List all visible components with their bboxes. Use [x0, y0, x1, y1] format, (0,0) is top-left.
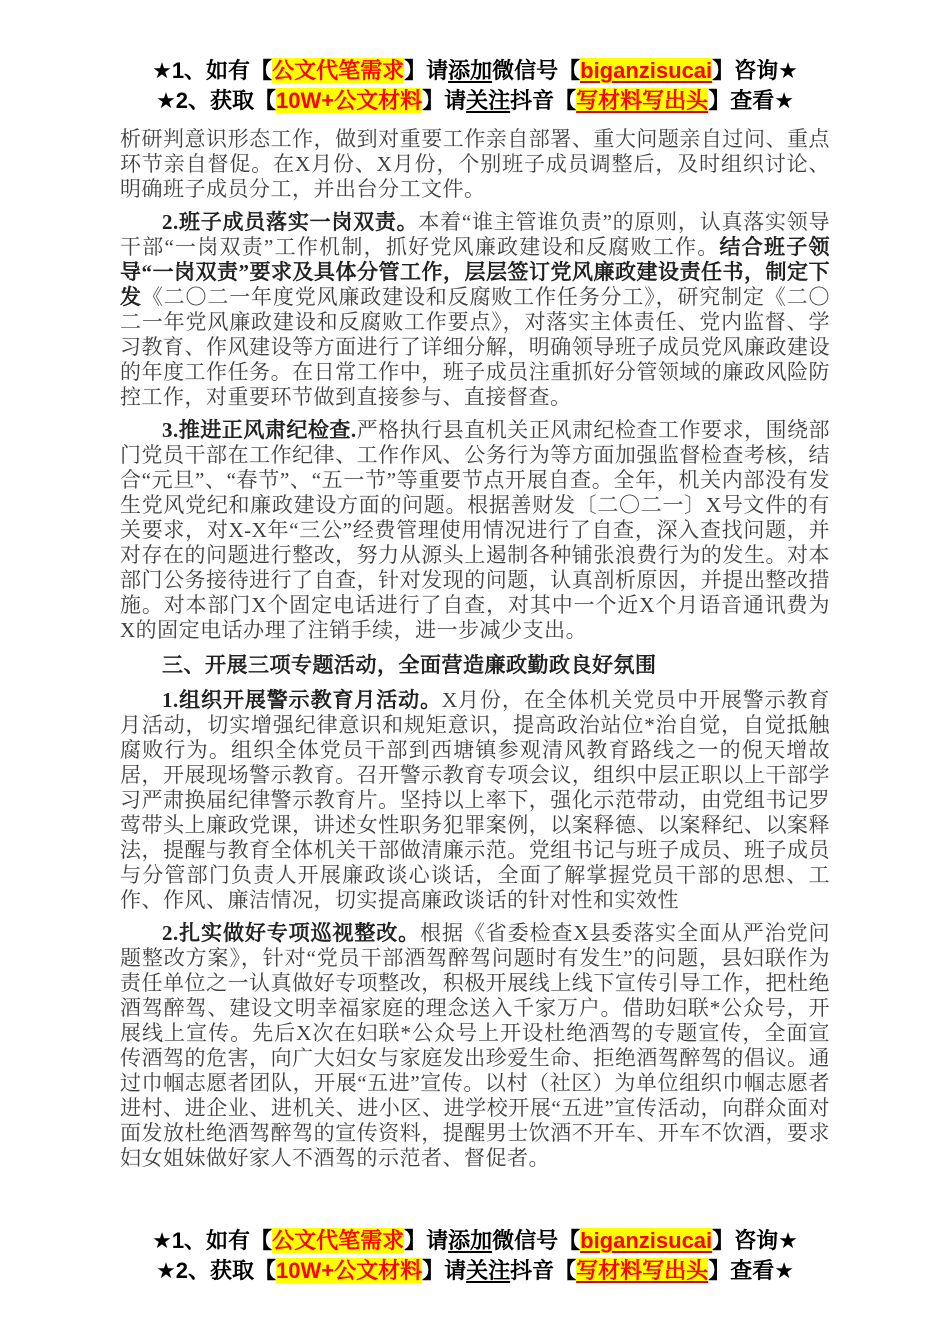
text-run: 2.扎实做好专项巡视整改。 [162, 921, 421, 945]
ad-line-1 [120, 1226, 830, 1256]
text-run: 抖音【 [510, 88, 577, 113]
text-run: ★2、获取【 [156, 88, 277, 113]
text-run: 】查看★ [708, 1258, 794, 1283]
text-run: 10W+公文材料 [276, 88, 423, 113]
text-run: 公文代笔需求 [272, 58, 405, 83]
text-run: 写材料写出头 [576, 88, 709, 113]
text-run: 严格执行县直机关正风肃纪检查工作要求，围绕部门党员干部在工作纪律、工作作风、公务行为等方面加强监督检查考核，结合“元旦”、“春节”、“五一节”等重要节点开展自查。全年，机关内部没有发生党风党纪和廉政建设方面的问题。根据善财发〔二〇二一〕X号文件的有关要求，对X-X年“三公”经费管理使用情况进行了自查，深入查找问题，并对存在的问题进行整改，努力从源头上遏制各种铺张浪费行为的发生。对本部门公务接待进行了自查，针对发现的问题，认真剖析原因，并提出整改措施。对本部门X个固定电话进行了自查，对其中一个近X个月语音通讯费为X的固定电话办理了注销手续，进一步减少支出。 [120, 418, 831, 642]
text-run: 2.班子成员落实一岗双责。 [162, 210, 419, 234]
text-run: ★1、如有【 [152, 58, 273, 83]
text-run: 关注 [466, 88, 511, 113]
footer-ad-banner [120, 1226, 830, 1286]
paragraph-continuation [120, 127, 830, 202]
ad-line-2 [120, 86, 830, 116]
text-run: 】查看★ [708, 88, 794, 113]
text-run: 添加 [448, 58, 493, 83]
text-run: biganzisucai [580, 58, 713, 83]
text-run: 】请 [422, 88, 467, 113]
text-run: 微信号【 [492, 58, 581, 83]
text-run: 添加 [448, 1228, 493, 1253]
text-run: 结合班子领导“一岗双责”要求及具体分管工作，层层签订党风廉政建设责任书，制定下发 [120, 235, 831, 309]
text-run: 微信号【 [492, 1228, 581, 1253]
text-run: 本着“谁主管谁负责”的原则，认真落实领导干部“一岗双责”工作机制，抓好党风廉政建设和反腐败工作。 [120, 210, 831, 259]
text-run: 《二〇二一年度党风廉政建设和反腐败工作任务分工》，研究制定《二〇二一年党风廉政建设和反腐败工作要点》，对落实主体责任、党内监督、学习教育、作风建设等方面进行了详细分解，明确领导班子成员党风廉政建设的年度工作任务。在日常工作中，班子成员注重抓好分管领域的廉政风险防控工作，对重要环节做到直接参与、直接督查。 [120, 285, 830, 409]
text-run: 1.组织开展警示教育月活动。 [162, 688, 442, 712]
header-ad-banner [120, 56, 830, 116]
text-run: 根据《省委检查X县委落实全面从严治党问题整改方案》，针对“党员干部酒驾醉驾问题时有发生”的问题，县妇联作为责任单位之一认真做好专项整改，积极开展线上线下宣传引导工作，把杜绝酒驾醉驾、建设文明幸福家庭的理念送入千家万户。借助妇联*公众号，开展线上宣传。先后X次在妇联*公众号上开设杜绝酒驾的专题宣传，全面宣传酒驾的危害，向广大妇女与家庭发出珍爱生命、拒绝酒驾醉驾的倡议。通过巾帼志愿者团队，开展“五进”宣传。以村（社区）为单位组织巾帼志愿者进村、进企业、进机关、进小区、进学校开展“五进”宣传活动，向群众面对面发放杜绝酒驾醉驾的宣传资料，提醒男士饮酒不开车、开车不饮酒，要求妇女姐妹做好家人不酒驾的示范者、督促者。 [120, 921, 831, 1170]
section-heading-three [120, 653, 830, 678]
paragraph-warning-education-month [120, 688, 830, 913]
text-run: X月份，在全体机关党员中开展警示教育月活动，切实增强纪律意识和规矩意识，提高政治站位*治自觉，自觉抵触腐败行为。组织全体党员干部到西塘镇参观清风教育路线之一的倪天增故居，开展现场警示教育。召开警示教育专项会议，组织中层正职以上干部学习严肃换届纪律警示教育片。坚持以上率下，强化示范带动，由党组书记罗莺带头上廉政党课，讲述女性职务犯罪案例，以案释德、以案释纪、以案释法，提醒与教育全体机关干部做清廉示范。党组书记与班子成员、班子成员与分管部门负责人开展廉政谈心谈话，全面了解掌握党员干部的思想、工作、作风、廉洁情况，切实提高廉政谈话的针对性和实效性 [120, 688, 830, 912]
paragraph-special-inspection-rectification [120, 921, 830, 1171]
paragraph-2-one-post-two-duties [120, 210, 830, 410]
text-run: 抖音【 [510, 1258, 577, 1283]
text-run: 3.推进正风肃纪检查. [162, 418, 357, 442]
text-run: 写材料写出头 [576, 1258, 709, 1283]
paragraph-3-discipline-inspection [120, 418, 830, 643]
text-run: 】咨询★ [712, 58, 798, 83]
text-run: ★1、如有【 [152, 1228, 273, 1253]
ad-line-1 [120, 56, 830, 86]
text-run: 析研判意识形态工作，做到对重要工作亲自部署、重大问题亲自过问、重点环节亲自督促。在X月份、X月份，个别班子成员调整后，及时组织讨论、明确班子成员分工，并出台分工文件。 [120, 127, 830, 201]
document-body [120, 127, 830, 1179]
text-run: 】请 [422, 1258, 467, 1283]
text-run: 关注 [466, 1258, 511, 1283]
text-run: 公文代笔需求 [272, 1228, 405, 1253]
text-run: 】请 [404, 1228, 449, 1253]
ad-line-2 [120, 1256, 830, 1286]
text-run: 】咨询★ [712, 1228, 798, 1253]
text-run: 三、开展三项专题活动，全面营造廉政勤政良好氛围 [162, 653, 657, 677]
text-run: 10W+公文材料 [276, 1258, 423, 1283]
text-run: biganzisucai [580, 1228, 713, 1253]
text-run: 】请 [404, 58, 449, 83]
text-run: ★2、获取【 [156, 1258, 277, 1283]
